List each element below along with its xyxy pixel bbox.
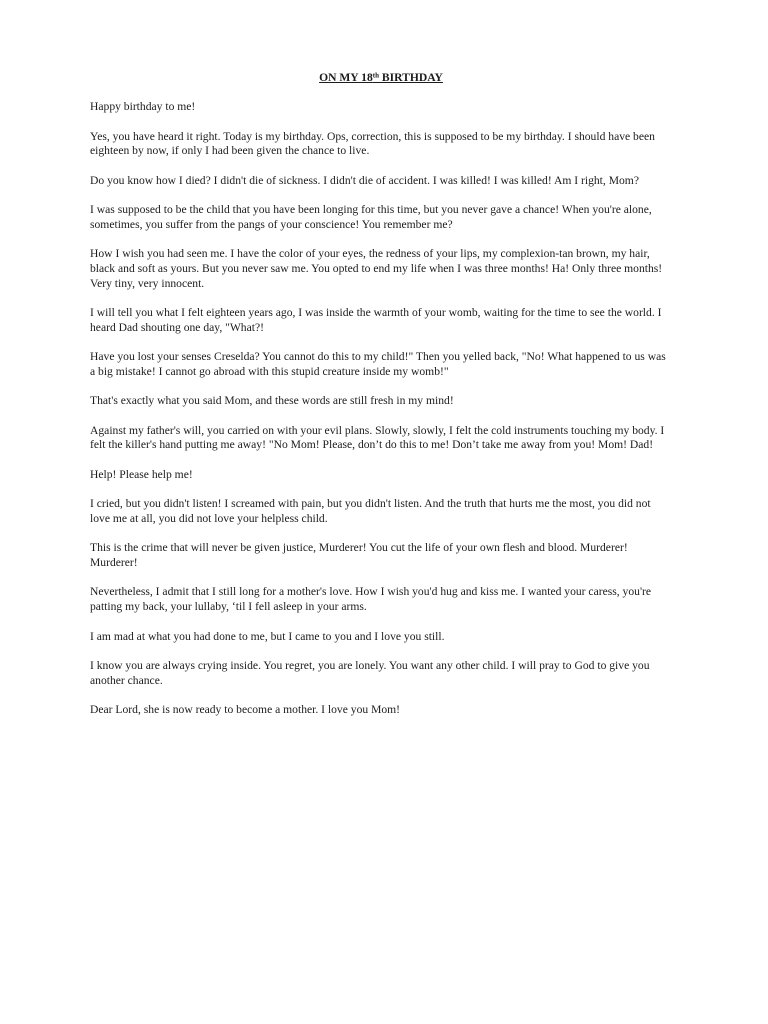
paragraph: Do you know how I died? I didn't die of sickness. I didn't die of accident. I was killed! I was killed! Am I right, Mom? (90, 173, 639, 187)
document-title (90, 71, 672, 86)
paragraph: I cried, but you didn't listen! I screamed with pain, but you didn't listen. And the truth that hurts me the most, you did not love me at all, you did not love your helpless child. (90, 497, 651, 525)
title-suffix: BIRTHDAY (378, 71, 443, 84)
paragraph: Yes, you have heard it right. Today is my birthday. Ops, correction, this is supposed to be my birthday. I should have been eighteen by now, if only I had been given the chance to live. (90, 129, 655, 158)
paragraph: Dear Lord, she is now ready to become a mother. I love you Mom! (90, 702, 401, 716)
paragraph: Happy birthday to me! (90, 100, 196, 114)
paragraph: I will tell you what I felt eighteen years ago, I was inside the warmth of your womb, waiting for the time to see the world. I heard Dad shouting one day, "What?! (90, 306, 662, 334)
paragraph: I was supposed to be the child that you have been longing for this time, but you never gave a chance! When you're alone, sometimes, you suffer from the pangs of your conscience! You remember me? (90, 203, 652, 231)
paragraph: That's exactly what you said Mom, and these words are still fresh in my mind! (90, 394, 454, 408)
title-prefix: ON MY 18 (319, 71, 373, 84)
document-body (90, 71, 672, 732)
paragraph: Against my father's will, you carried on with your evil plans. Slowly, slowly, I felt the cold instruments touching my body. I felt the killer's hand putting me away! "No Mom! Please, don’t do this to me! Don’t take me away from you! Mom! Dad! (90, 423, 665, 452)
paragraph: How I wish you had seen me. I have the color of your eyes, the redness of your lips, my complexion-tan brown, my hair, black and soft as yours. But you never saw me. You opted to end my life when I was three months! Ha! Only three months! Very tiny, very innocent. (90, 247, 663, 290)
paragraph: Nevertheless, I admit that I still long for a mother's love. How I wish you'd hug and kiss me. I wanted your caress, you're patting my back, your lullaby, ‘til I fell asleep in your arms. (90, 585, 652, 614)
paragraph: I know you are always crying inside. You regret, you are lonely. You want any other child. I will pray to God to give you another chance. (90, 658, 650, 687)
paragraph: Have you lost your senses Creselda? You cannot do this to my child!" Then you yelled back, "No! What happened to us was a big mistake! I cannot go abroad with this stupid creature inside my womb!" (90, 350, 666, 378)
title-superscript: th (372, 71, 379, 80)
paragraph: This is the crime that will never be given justice, Murderer! You cut the life of your own flesh and blood. Murderer! Murderer! (90, 541, 628, 570)
paragraph: I am mad at what you had done to me, but I came to you and I love you still. (90, 629, 445, 643)
paragraph: Help! Please help me! (90, 467, 193, 481)
